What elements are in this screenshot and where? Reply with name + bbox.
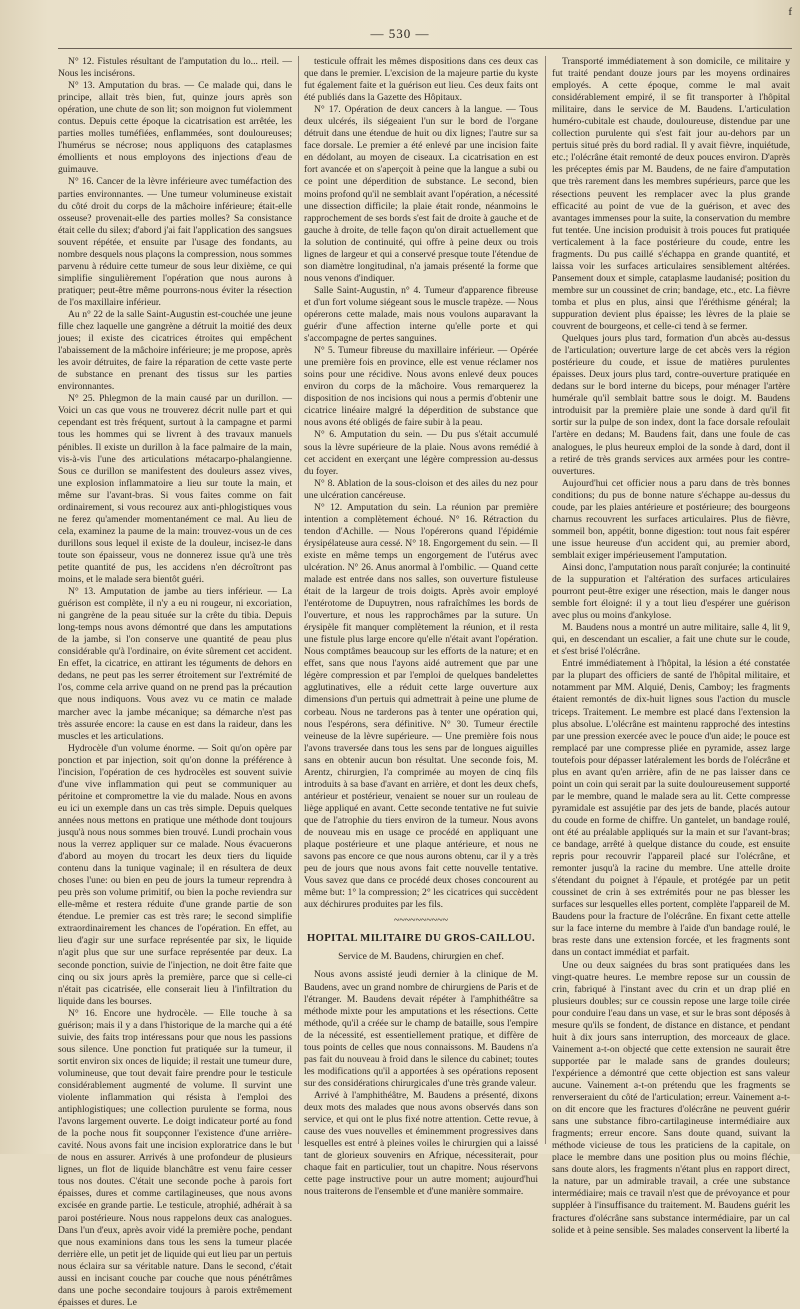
page-number: — 530 — (370, 26, 430, 41)
paragraph: Une ou deux saignées du bras sont pratiquées dans les vingt-quatre heures. Le membre repose sur un coussin de crin, fabriqué à l'instant avec du crin et un drap plié en plusieurs doubles; sur ce coussin repose une large toile cirée pour conduire l'eau dans un vase, et sur le bras sont déposés à mesure qu'ils se fondent, de distance en distance, et pendant huit à dix jours sans interruption, des morceaux de glace. Vainement a-t-on objecté que cette extension ne saurait être supportée par le malade sans de grandes douleurs; l'expérience a démontré que cette objection est sans valeur aucune. Vainement a-t-on prétendu que les fragments se renverseraient du côté de l'articulation; erreur. Vainement a-t-on dit encore que les fractures d'olécrâne ne peuvent guérir sans une substance fibro-cartilagineuse intermédiaire aux fragments; erreur encore. Sans doute quand, suivant la méthode vicieuse de tous les praticiens de la capitale, on place le membre dans une position plus ou moins fléchie, sans doute alors, les fragments n'étant plus en rapport direct, la nature, par un admirable travail, a crée une substance intermédiaire; mais ce travail n'est que de prévoyance et pour suppléer à l'insuffisance du traitement. M. Baudens guérit les fractures d'olécrâne sans substance intermédiaire, par un cal solide et à peine sensible. Ses malades conservent la liberté la (552, 959, 790, 1236)
section-ornament: ~~~~~~~~~~ (393, 915, 449, 927)
paragraph: testicule offrait les mêmes dispositions dans ces deux cas que dans le premier. L'excision de la majeure partie du kyste fut également faite et la guérison eut lieu. Ces deux faits ont été publiés dans la Gazette des Hôpitaux. (304, 56, 538, 104)
paragraph: Arrivé à l'amphithéâtre, M. Baudens a présenté, dixons deux mots des malades que nous avons observés dans son service, et qui ont le plus fixé notre attention. Cette revue, à cause des vues nouvelles et éminemment progressives dans lesquelles est entré à pleines voiles le chirurgien qui a laissé tant de glorieux souvenirs en Afrique, nécessiterait, pour chaque fait en particulier, tout un chapitre. Nous réservons cette page instructive pour un autre moment; aujourd'hui nous traiterons de l'ensemble et d'une manière sommaire. (304, 1089, 538, 1198)
paragraph: N° 5. Tumeur fibreuse du maxillaire inférieur. — Opérée une première fois en province, elle est venue réclamer nos soins pour une récidive. Nous avons enlevé deux pouces environ du corps de la mâchoire. Vous remarquerez la disposition de nos incisions qui nous a permis d'obtenir une cicatrice linéaire malgré la déperdition de substance que nous avons été obligés de faire subir à la peau. (304, 345, 538, 429)
paragraph: N° 6. Amputation du sein. — Du pus s'était accumulé sous la lèvre supérieure de la plaie. Nous avons remédié à cet accident en exerçant une légère compression au-dessus du foyer. (304, 429, 538, 477)
column-2 (304, 56, 538, 1198)
paragraph: N° 8. Ablation de la sous-cloison et des ailes du nez pour une ulcération cancéreuse. (304, 477, 538, 501)
paragraph: N° 12. Fistules résultant de l'amputation du lo... rteil. — Nous les incisérons. (58, 56, 292, 80)
column-1 (58, 56, 292, 1308)
paragraph: M. Baudens nous a montré un autre militaire, salle 4, lit 9, qui, en descendant un escalier, a fait une chute sur le coude, et s'est brisé l'olécrâne. (552, 622, 790, 658)
paragraph: N° 13. Amputation de jambe au tiers inférieur. — La guérison est complète, il n'y a eu ni rougeur, ni excoriation, ni gangrène de la peau située sur la crête du tibia. Depuis long-temps nous avons démontré que dans les amputations de la jambe, si l'on conserve une quantité de peau plus considérable qu'à l'ordinaire, on évite sûrement cet accident. En effet, la cicatrice, en attirant les téguments de dehors en dedans, ne peut pas les serrer étroitement sur l'extrémité de l'os, comme cela arrive quand on ne prend pas la précaution que nous indiquons. Vous avez vu ce matin ce malade marcher avec la jambe mécanique; sa démarche n'est pas très assurée encore: la cause en est dans la raideur, dans les muscles et les articulations. (58, 586, 292, 742)
paragraph: Salle Saint-Augustin, n° 4. Tumeur d'apparence fibreuse et d'un fort volume siégeant sous le muscle trapèze. — Nous opérerons cette malade, mais nous voulons auparavant la guérir d'une affection interne qu'elle porte et qui s'accompagne de pertes sanguines. (304, 284, 538, 345)
column-divider (298, 56, 299, 1144)
paragraph: Ainsi donc, l'amputation nous paraît conjurée; la continuité de la suppuration et l'altération des surfaces articulaires pourront peut-être exiger une résection, mais le danger nous semble fort éloigné: il y a tout lieu d'espérer une guérison avec plus ou moins d'ankylose. (552, 561, 790, 622)
paragraph: Transporté immédiatement à son domicile, ce militaire y fut traité pendant douze jours par les moyens ordinaires employés. A cette époque, comme le mal avait considérablement empiré, il se fit transporter à l'hôpital militaire, dans le service de M. Baudens. L'articulation huméro-cubitale est chaude, douloureuse, distendue par une collection purulente qui s'est fait jour au-dehors par un pertuis situé près du bord radial. Il y avait fièvre, inquiétude, etc.; l'olécrâne était remonté de deux pouces environ. D'après les préceptes émis par M. Baudens, de ne faire d'amputation que très rarement dans les membres supérieurs, parce que les résections peuvent les remplacer avec la plus grande efficacité au point de vue de la guérison, et avec des avantages immenses pour la suite, la conservation du membre fut tentée. Une incision produisit à trois pouces fut pratiquée verticalement à la face postérieure du coude, entre les fragments. Du pus caillé s'échappa en grande quantité, et laissa voir les surfaces articulaires sensiblement altérées. Pansement doux et simple, cataplasme laudanisé; position du membre sur un coussinet de crin; bandage, etc., etc. La fièvre tomba et plus en plus, ainsi que l'éréthisme général; la suppuration devient plus épaisse; les lèvres de la plaie se couvrent de bourgeons, et celle-ci tend à se fermer. (552, 56, 790, 333)
paragraph: N° 25. Phlegmon de la main causé par un durillon. — Voici un cas que vous ne trouverez décrit nulle part et qui cependant est très fréquent, surtout à la campagne et parmi tous les hommes qui se livrent à des travaux manuels pénibles. Il existe un durillon à la face palmaire de la main, vis-à-vis l'une des articulations métacarpo-phalangienne. Sous ce durillon se manifestent des douleurs assez vives, une explosion inflammatoire a lieu sur toute la main, et même sur l'avant-bras. Si vous faites comme on fait ordinairement, si vous recourez aux anti-phlogistiques vous ne ferez qu'amender momentanément ce mal. Au lieu de cela, examinez la paume de la main: trouvez-vous un de ces durillons sous lequel il existe de la douleur, incisez-le dans toute son épaisseur, vous ne donnerez issue qu'à une très petite quantité de pus, les accidens n'en décroîtront pas moins, et le malade sera bientôt guéri. (58, 393, 292, 586)
section-subtitle: Service de M. Baudens, chirurgien en chef. (338, 951, 504, 963)
paragraph: N° 13. Amputation du bras. — Ce malade qui, dans le principe, allait très bien, fut, quinze jours après son opération, une chute de son lit; son moignon fut violemment contus. Depuis cette époque la cicatrisation est arrêtée, les parties molles tuméfiées, enflammées, sont douloureuses; l'humérus se nécrose; nous appliquons des cataplasmes émollients et nous employons des injections d'eau de guimauve. (58, 80, 292, 176)
paragraph: N° 16. Cancer de la lèvre inférieure avec tuméfaction des parties environnantes. — Une tumeur volumineuse existait du côté droit du corps de la mâchoire inférieure; était-elle osseuse? provenait-elle des parties molles? Sa consistance était celle du silex; d'abord j'ai fait l'application des sangsues souvent répétée, et ensuite par l'usage des fondants, au nombre desquels nous plaçons la compression, nous sommes parvenu à réduire cette tumeur de sous leur dixième, ce qui simplifie singulièrement l'opération que nous aurons à pratiquer; peut-être même pourrons-nous éviter la résection de l'os maxillaire inférieur. (58, 176, 292, 308)
paragraph: Aujourd'hui cet officier nous a paru dans de très bonnes conditions; du pus de bonne nature s'échappe au-dessus du coude, par les plaies antérieure et postérieure; des bourgeons charnus recouvrent les surfaces articulaires. Plus de fièvre, sommeil bon, appétit, bonne digestion: tout nous fait espérer une issue heureuse d'un accident qui, au premier abord, semblait exiger impérieusement l'amputation. (552, 477, 790, 561)
header-rule (58, 48, 792, 49)
column-3 (552, 56, 790, 1236)
paragraph: Nous avons assisté jeudi dernier à la clinique de M. Baudens, avec un grand nombre de chirurgiens de Paris et de l'étranger. M. Baudens devait répéter à l'amphithéâtre sa méthode mixte pour les amputations et les résections. Cette méthode, qu'il a créée sur le champ de bataille, sous l'empire de la nécessité, est essentiellement pratique, et diffère de tous points de celles que nous connaissons. M. Baudens n'a pas fait du nouveau à froid dans le silence du cabinet; toutes les modifications qu'il a apportées à ses opérations reposent sur des considérations chirurgicales d'une très grande valeur. (304, 969, 538, 1089)
paragraph: Entré immédiatement à l'hôpital, la lésion a été constatée par la plupart des officiers de santé de l'hôpital militaire, et notamment par MM. Alquié, Denis, Camboy; les fragments étaient remontés de dix-huit lignes sous l'action du muscle triceps. Traitement. Le membre est placé dans l'extension la plus absolue. L'olécrâne est maintenu rapproché des intestins par une pression exercée avec le pouce d'un aide; le pouce est remplacé par une compresse pliée en pyramide, assez large toutefois pour dépasser latéralement les bords de l'olécrâne et plus en avant qu'en arrière, afin de ne pas laisser dans ce point un coin qui serait par la suite douloureusement supporté par le membre, quand le malade sera au lit. Cette compresse pyramidale est assujétie par des jets de bande, placés autour du coude en forme de chiffre. Un gantelet, un bandage roulé, ont été au préalable appliqués sur la main et sur l'avant-bras; ce bandage, arrêté à quelque distance du coude, est ensuite repris pour recouvrir l'appareil placé sur l'olécrâne, et remonter jusqu'à la racine du membre. Une attelle droite s'étendant du poignet à l'épaule, et protégée par un petit coussinet de crin à ses extrémités pour ne pas blesser les surfaces sur lesquelles elles portent, complète l'appareil de M. Baudens pour la fracture de l'olécrâne. En fixant cette attelle sur la face interne du membre à l'aide d'un bandage roulé, le bras reste dans une extension forcée, et les fragments sont dans un contact immédiat et parfait. (552, 658, 790, 959)
paragraph: Quelques jours plus tard, formation d'un abcès au-dessus de l'articulation; ouverture large de cet abcès vers la région postérieure du coude, et issue de matières purulentes épaisses. Deux jours plus tard, contre-ouverture pratiquée en dedans sur le bord interne du biceps, pour ménager l'artère humérale qu'il semblait battre sous le doigt. M. Baudens introduisit par la première plaie une sonde à dard qu'il fit sortir sur la pulpe de son index, dont la face dorsale refoulait l'artère en dedans; M. Baudens fait, dans une foule de cas analogues, le plus heureux emploi de la sonde à dard, dont il a retiré de très grands services aux armées pour les contre-ouvertures. (552, 333, 790, 477)
paragraph: Hydrocèle d'un volume énorme. — Soit qu'on opère par ponction et par injection, soit qu'on donne la préférence à l'incision, l'opération de ces hydrocèles est souvent suivie d'une vive inflammation qui peut se communiquer au péritoine et compromettre la vie du malade. Nous en avons eu ici un exemple dans un cas très simple. Depuis quelques années nous mettons en pratique une méthode dont toujours jusqu'à nous nous sommes bien trouvé. Lundi prochain vous nous la verrez appliquer sur ce malade. Nous évacuerons d'abord au moyen du trocart les deux tiers du liquide contenu dans la tunique vaginale; il en résultera de deux choses l'une: ou bien en peu de jours la tumeur reprendra à peu près son volume primitif, ou bien la poche reviendra sur elle-même et restera réduite d'une grande partie de son étendue. Le premier cas est très rare; le second simplifie extraordinairement les chances de l'opération. En effet, au lieu d'agir sur une surface représentée par six, le liquide n'agit plus que sur une surface représentée par deux. La seconde ponction, suivie de l'injection, ne doit être faite que cinq ou six jours après la première, parce que si celle-ci n'était pas cicatrisée, elle conserait lieu à l'infiltration du liquide dans les bourses. (58, 742, 292, 1007)
column-divider (545, 56, 546, 1144)
paragraph: Au n° 22 de la salle Saint-Augustin est-couchée une jeune fille chez laquelle une gangrène a détruit la moitié des deux joues; il existe des cicatrices étroites qui empêchent l'abaissement de la mâchoire inférieure; je me propose, après les avoir détruites, de faire la réparation de cette vaste perte de substance en prenant des tissus sur les parties environnantes. (58, 308, 292, 393)
paragraph: N° 17. Opération de deux cancers à la langue. — Tous deux ulcérés, ils siégeaient l'un sur le bord de l'organe détruit dans une étendue de huit ou dix lignes; l'autre sur sa face dorsale. Le premier a été enlevé par une incision faite en dédolant, au moyen de ciseaux. La cicatrisation en est fort avancée et on s'aperçoit à peine que la langue a subi ou ce point une déperdition de substance. Le second, bien moins profond qu'il ne semblait avant l'opération, a nécessité une dissection difficile; la plaie était ronde, néanmoins le rapprochement de ses bords s'est fait de droite à gauche et de gauche à droite, de telle façon qu'on dirait actuellement que la solution de continuité, qui offre à peine deux ou trois lignes de largeur et qui a conservé presque toute l'étendue de son diamètre longitudinal, n'a jamais présenté la forme que nous venons d'indiquer. (304, 104, 538, 284)
corner-mark: f (788, 6, 792, 18)
section-heading: HOPITAL MILITAIRE DU GROS-CAILLOU. (306, 933, 536, 945)
paragraph: N° 12. Amputation du sein. La réunion par première intention a complètement échoué. N° 16. Rétraction du tendon d'Achille. — Nous l'opérerons quand l'épidémie érysipélateuse aura cessé. N° 18. Engorgement du sein. — Il existe en même temps un engorgement de l'utérus avec ulcération. N° 26. Anus anormal à l'ombilic. — Quand cette malade est entrée dans nos salles, son ouverture fistuleuse était de la largeur de trois doigts. Après avoir employé l'entérotome de Dupuytren, nous rafraîchîmes les bords de l'ouverture, et nous les rapprochâmes par la suture. Un érysipèle fit manquer complètement la réunion, et il resta une fistule plus large encore qu'elle n'était avant l'opération. Nous comptâmes beaucoup sur les efforts de la nature; et en effet, sans que nous l'ayons aidé autrement que par une légère compression et par l'emploi de quelques bandelettes agglutinatives, elle a réduit cette large ouverture aux dimensions d'un pertuis qui admettrait à peine une plume de corbeau. Nous ne tarderons pas à tenter une opération qui, nous l'espérons, sera définitive. N° 30. Tumeur érectile veineuse de la lèvre supérieure. — Une première fois nous l'avons traversée dans tous les sens par de longues aiguilles sans en obtenir aucun bon résultat. Une seconde fois, M. Arentz, chirurgien, l'a comprimée au moyen de cinq fils introduits à sa base d'avant en arrière, et dont les deux chefs, antérieur et postérieur, venaient se nouer sur un rouleau de liège appliqué en avant. Cette seconde tentative ne fut suivie que de l'atrophie du tiers environ de la tumeur. Nous avons de nouveau mis en usage ce procédé en appliquant une plaque postérieure et une plaque antérieure, et nous ne savons pas encore ce que nous aurons obtenu, car il y a très peu de jours que nous avons fait cette nouvelle tentative. Vous savez que dans ce procédé deux choses concourent au même but: 1° la compression; 2° les cicatrices qui succèdent aux déchirures produites par les fils. (304, 501, 538, 911)
paragraph: N° 16. Encore une hydrocèle. — Elle touche à sa guérison; mais il y a dans l'historique de la marche qui a été suivie, des faits trop intéressans pour que nous les passions sous silence. Une ponction fut pratiquée sur la tumeur, il sortit environ six onces de liquide; il restait une tumeur dure, volumineuse, que tout devait faire prendre pour le testicule considérablement augmenté de volume. Il survint une violente inflammation qui résista à l'emploi des antiphlogistiques; une collection purulente se forma, nous l'avons largement ouverte. Le doigt indicateur porté au fond de la poche nous fit soupçonner l'existence d'une arrière-cavité. Nous avons fait une incision exploratrice dans le but de nous en assurer. Arrivés à une profondeur de plusieurs lignes, un flot de liquide blanchâtre est venu faire cesser tous nos doutes. C'était une seconde poche à parois fort épaisses, dures et comme cartilagineuses, que nous avons excisée en grande partie. Le testicule, atrophié, adhérait à sa paroi postérieure. Nous nous rappelons deux cas analogues. Dans l'un d'eux, après avoir vidé la première poche, pendant que nous examinions dans tous les sens la tumeur placée derrière elle, un petit jet de liquide qui eut lieu par un pertuis nous éclaira sur sa véritable nature. Dans le second, c'était aussi en incisant couche par couche que nous pénétrâmes dans une poche secondaire toujours à parois extrêmement épaisses et dures. Le (58, 1007, 292, 1308)
